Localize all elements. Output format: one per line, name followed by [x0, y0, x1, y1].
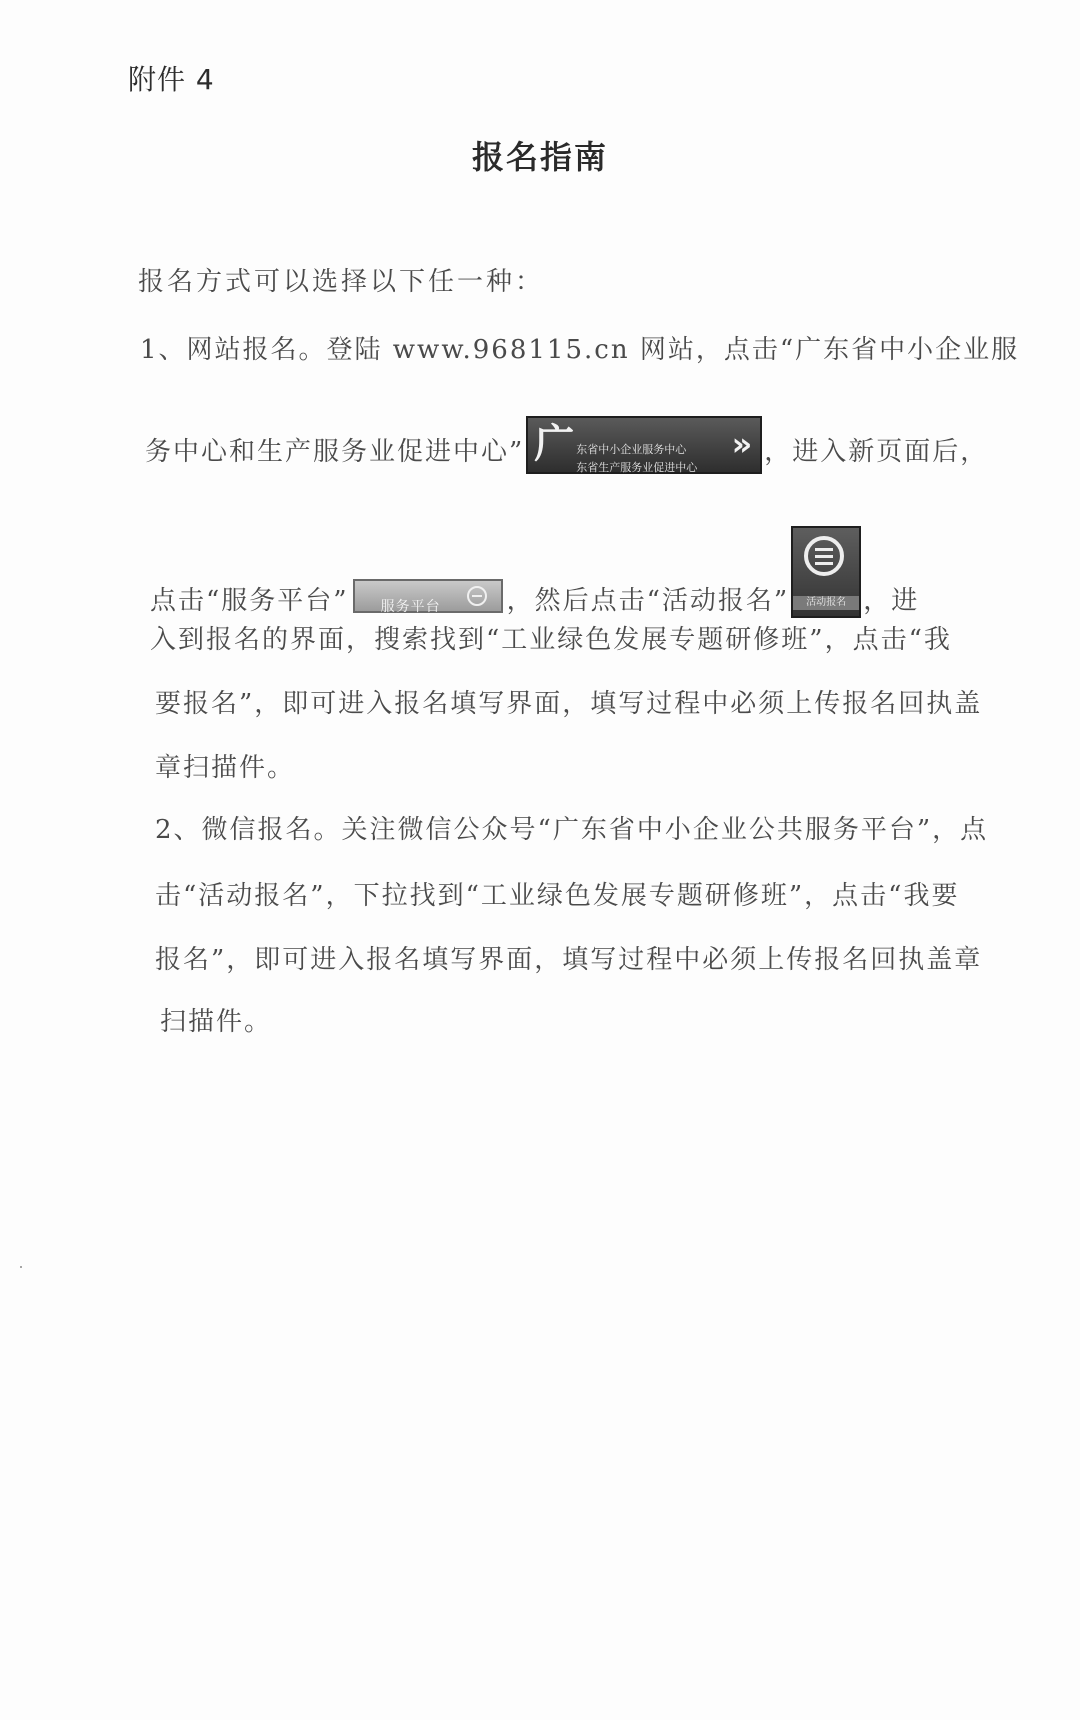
service-platform-button[interactable] [353, 579, 503, 613]
method1-line2-after: ，进入新页面后， [764, 437, 989, 467]
method1-line1: 1、网站报名。登陆 www.968115.cn 网站，点击“广东省中小企业服 [140, 335, 1020, 365]
intro-text: 报名方式可以选择以下任一种： [138, 267, 545, 297]
method2-line1: 2、微信报名。关注微信公众号“广东省中小企业公共服务平台”，点 [155, 815, 989, 845]
method2-line2: 击“活动报名”，下拉找到“工业绿色发展专题研修班”，点击“我要 [155, 881, 960, 911]
method1-line3-a: 点击“服务平台” [150, 586, 349, 616]
method1-line2 [145, 421, 989, 482]
arrow-right-circle-icon [467, 586, 487, 606]
method1-line5: 要报名”，即可进入报名填写界面，填写过程中必须上传报名回执盖 [155, 689, 983, 719]
banner-text-line2: 东省生产服务业促进中心 [576, 461, 698, 474]
banner-text-line1: 东省中小企业服务中心 [576, 443, 687, 456]
attachment-label: 附件 4 [128, 63, 215, 96]
method1-line2-before: 务中心和生产服务业促进中心” [145, 437, 525, 467]
method2-line3: 报名”，即可进入报名填写界面，填写过程中必须上传报名回执盖章 [155, 945, 983, 975]
method2-line4: 扫描件。 [160, 1007, 273, 1037]
activity-registration-label: 活动报名 [793, 596, 859, 610]
guangdong-logo-icon: 广 [534, 421, 577, 467]
list-circle-icon [804, 536, 844, 576]
activity-registration-icon[interactable] [791, 526, 861, 618]
method1-line4: 入到报名的界面，搜索找到“工业绿色发展专题研修班”，点击“我 [150, 625, 952, 655]
scan-speck [20, 1266, 22, 1268]
guangdong-sme-center-banner[interactable] [526, 416, 762, 474]
method1-line6: 章扫描件。 [155, 753, 296, 783]
method1-line3-b: ，然后点击“活动报名” [506, 586, 790, 616]
document-title: 报名指南 [471, 138, 608, 176]
service-platform-label: 服务平台 [380, 599, 441, 615]
double-chevron-right-icon: » [731, 425, 755, 463]
method1-line3-c: ，进 [863, 586, 920, 616]
